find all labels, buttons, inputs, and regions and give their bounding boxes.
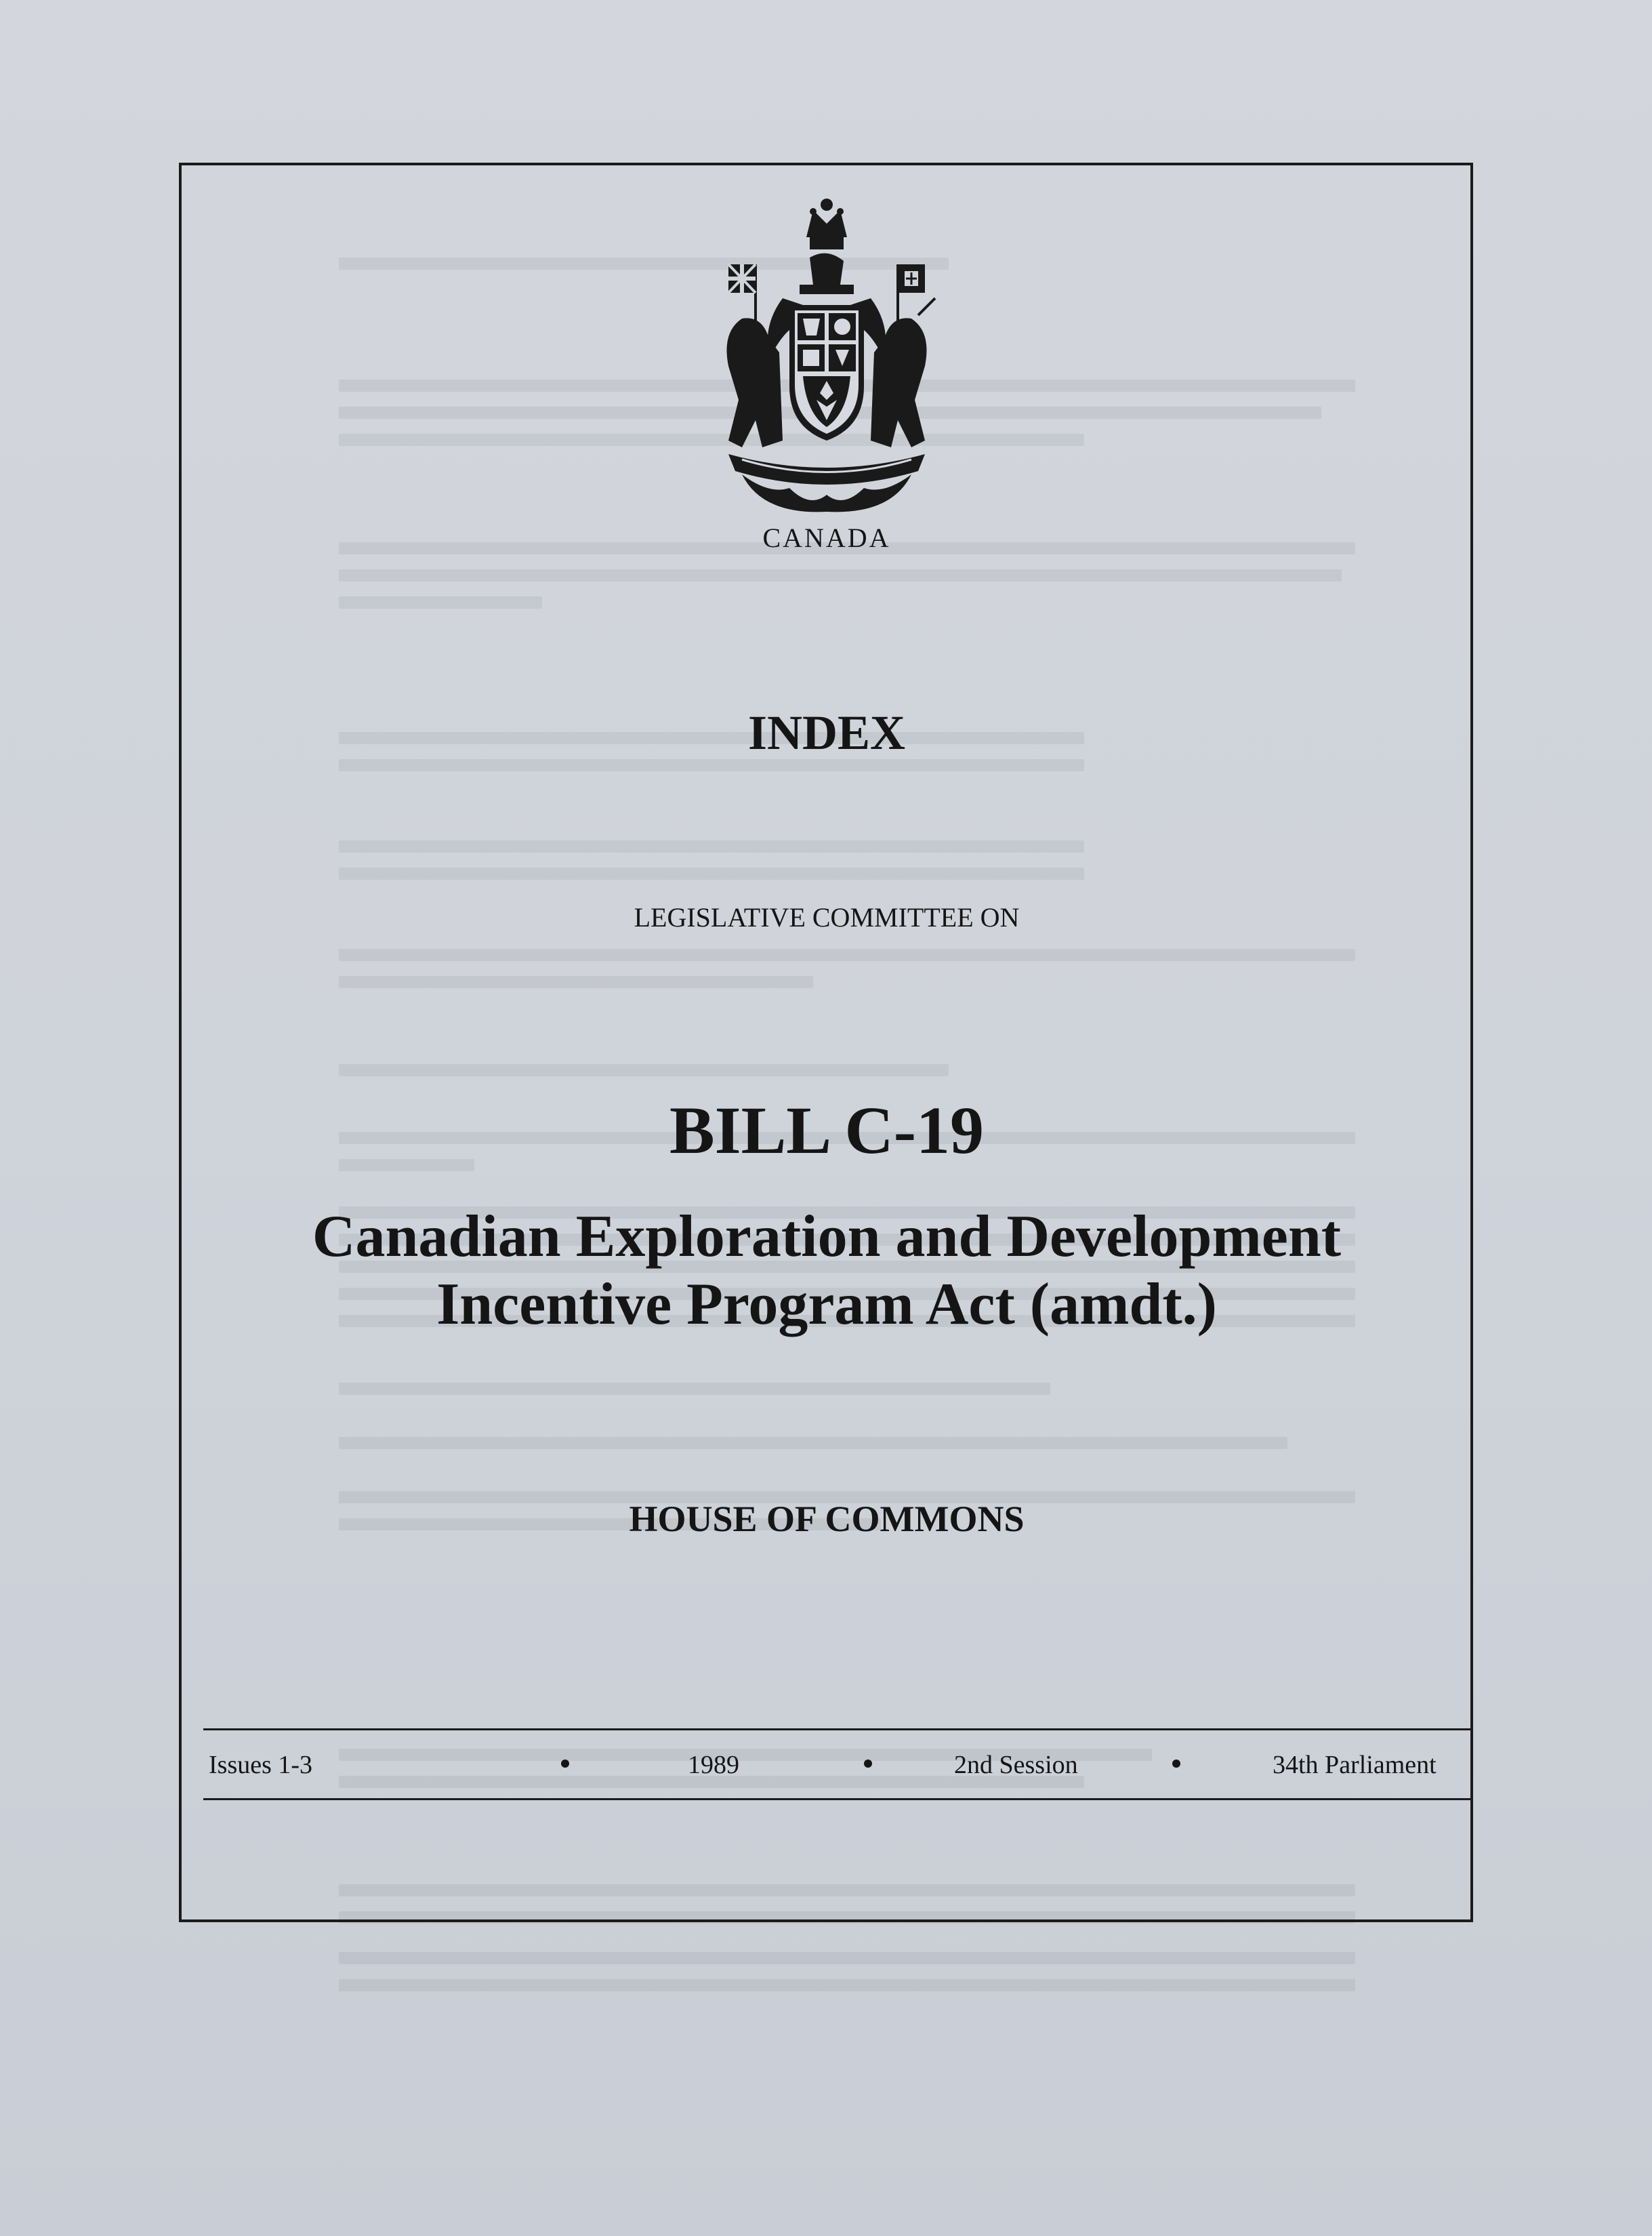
- footer-year: 1989: [688, 1751, 739, 1779]
- footer-rule-top: [203, 1728, 1472, 1730]
- canada-coat-of-arms-icon: [715, 197, 938, 515]
- committee-label: LEGISLATIVE COMMITTEE ON: [634, 902, 1020, 933]
- bullet-separator: [1172, 1760, 1180, 1768]
- bill-number: BILL C-19: [669, 1093, 984, 1168]
- index-heading: INDEX: [747, 706, 906, 760]
- footer-session: 2nd Session: [954, 1751, 1078, 1779]
- bill-title-line-1: Canadian Exploration and Development: [312, 1204, 1342, 1269]
- country-label: CANADA: [762, 523, 891, 553]
- footer-issues: Issues 1-3: [209, 1751, 313, 1779]
- footer-parliament: 34th Parliament: [1273, 1751, 1437, 1779]
- house-label: HOUSE OF COMMONS: [629, 1499, 1025, 1539]
- bullet-separator: [561, 1760, 569, 1768]
- bullet-separator: [864, 1760, 872, 1768]
- bill-title-line-2: Incentive Program Act (amdt.): [436, 1272, 1217, 1337]
- footer-rule-bottom: [203, 1798, 1472, 1800]
- bill-title: [203, 1203, 1450, 1339]
